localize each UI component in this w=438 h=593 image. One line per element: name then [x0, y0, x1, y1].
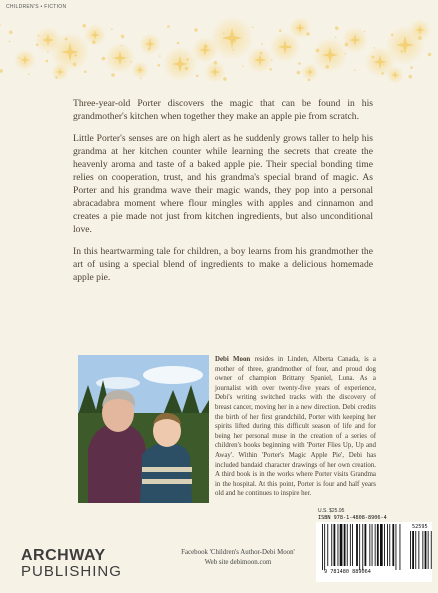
- author-contact: [168, 548, 308, 567]
- blurb-paragraph-3: In this heartwarming tale for children, a boy learns from his grandmother the art of using a special blend of ingredients to make a delicious homemade apple pie.: [73, 246, 373, 283]
- blurb: [73, 97, 373, 293]
- sparkle-decoration: [0, 0, 438, 95]
- facebook-text: Facebook 'Children's Author-Debi Moon': [181, 549, 295, 556]
- isbn-text: ISBN 978-1-4808-8906-4: [318, 515, 387, 521]
- blurb-paragraph-1: Three-year-old Porter discovers the magic that can be found in his grandmother's kitchen when together they make an apple pie from scratch.: [73, 98, 373, 122]
- category-label: CHILDREN'S • FICTION: [6, 4, 67, 10]
- price-label: U.S. $25.95: [318, 508, 345, 514]
- website-text: Web site debimoon.com: [204, 558, 272, 566]
- publisher-name-line1: ARCHWAY: [21, 547, 106, 564]
- author-bio: [78, 355, 376, 502]
- author-name: Debi Moon: [215, 356, 251, 363]
- blurb-paragraph-2: Little Porter's senses are on high alert as he suddenly grows taller to help his grandma at her kitchen counter while learning the secrets that create the heavenly aroma and taste of a baked apple pie. Their special bonding time relies on cooperation, trust, and his grandma's special brand of magic. As Porter and his grandma wave their magic wands, they pop into a personal abracadabra moment where flour mingles with apples and cinnamon and creates a pie made not just from kitchen ingredients, but also unconditional love.: [73, 133, 373, 235]
- barcode-addon-number: 52595: [412, 524, 428, 530]
- barcode: [316, 522, 432, 582]
- author-bio-text: resides in Linden, Alberta Canada, is a mother of three, grandmother of four, and proud dog owner of champion Brittany Spaniel, Luna. As a journalist with over twenty-five years of experience, Debi's writing switched tracks with the discovery of breast cancer, moving her in a new direction. Debi credits the birth of her first grandchild, Porter with keeping her spirits lifted during this difficult season of life and for being her personal muse in the creation of a series of children's books beginning with 'Porter Flies Up, Up and Away'. Within 'Porter's Magic Apple Pie', Debi has included bandaid character drawings of her own creation. A third book is in the works where Porter visits Grandma in the hospital. At this point, Porter is four and half years old and he continues to inspire her.: [215, 356, 376, 498]
- barcode-number: 9 781480 889064: [324, 569, 371, 575]
- publisher-logo: [21, 547, 122, 580]
- publisher-name-line2: PUBLISHING: [21, 563, 122, 580]
